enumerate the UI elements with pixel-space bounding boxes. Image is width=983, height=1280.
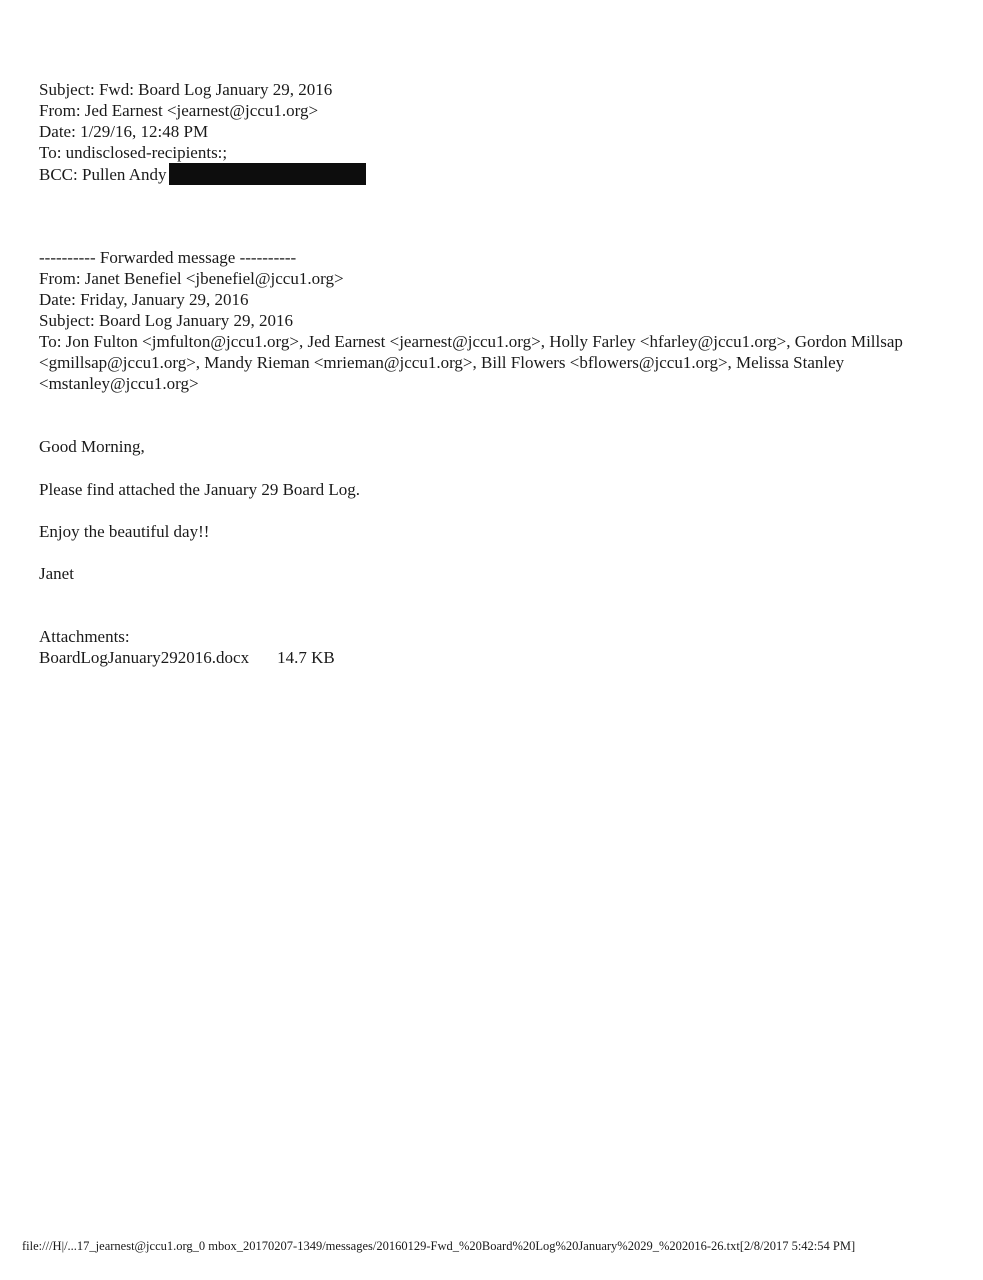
attachment-filename: BoardLogJanuary292016.docx [39,648,250,667]
forwarded-subject: Subject: Board Log January 29, 2016 [39,311,294,330]
email-bcc-row [39,163,939,185]
body-paragraph-1: Please find attached the January 29 Board Log. [39,480,361,499]
attachment-item[interactable] [39,647,939,668]
attachments-section [39,626,939,668]
forwarded-header [39,247,939,394]
forwarded-from: From: Janet Benefiel <jbenefiel@jccu1.org> [39,269,344,288]
footer-file-path: file:///H|/...17_jearnest@jccu1.org_0 mbox_20170207-1349/messages/20160129-Fwd_%20Board%20Log%20January%2029_%202016-26.txt[2/8/2017 5:42:54 PM] [22,1239,856,1253]
email-from: From: Jed Earnest <jearnest@jccu1.org> [39,101,319,120]
forwarded-to: To: Jon Fulton <jmfulton@jccu1.org>, Jed Earnest <jearnest@jccu1.org>, Holly Farley <hfarley@jccu1.org>, Gordon Millsap <gmillsap@jccu1.org>, Mandy Rieman <mrieman@jccu1.org>, Bill Flowers <bflowers@jccu1.org>, Melissa Stanley <mstanley@jccu1.org> [39,332,903,393]
body-greeting: Good Morning, [39,437,145,456]
body-signature: Janet [39,564,74,583]
redaction-block [169,163,366,185]
email-to: To: undisclosed-recipients:; [39,143,228,162]
email-bcc: BCC: Pullen Andy [39,165,167,184]
email-header [39,79,939,185]
body-paragraph-2: Enjoy the beautiful day!! [39,522,210,541]
email-date: Date: 1/29/16, 12:48 PM [39,122,209,141]
forwarded-date: Date: Friday, January 29, 2016 [39,290,249,309]
attachments-label: Attachments: [39,627,130,646]
attachment-size: 14.7 KB [277,648,335,667]
email-subject: Subject: Fwd: Board Log January 29, 2016 [39,80,333,99]
forwarded-separator: ---------- Forwarded message ---------- [39,248,297,267]
